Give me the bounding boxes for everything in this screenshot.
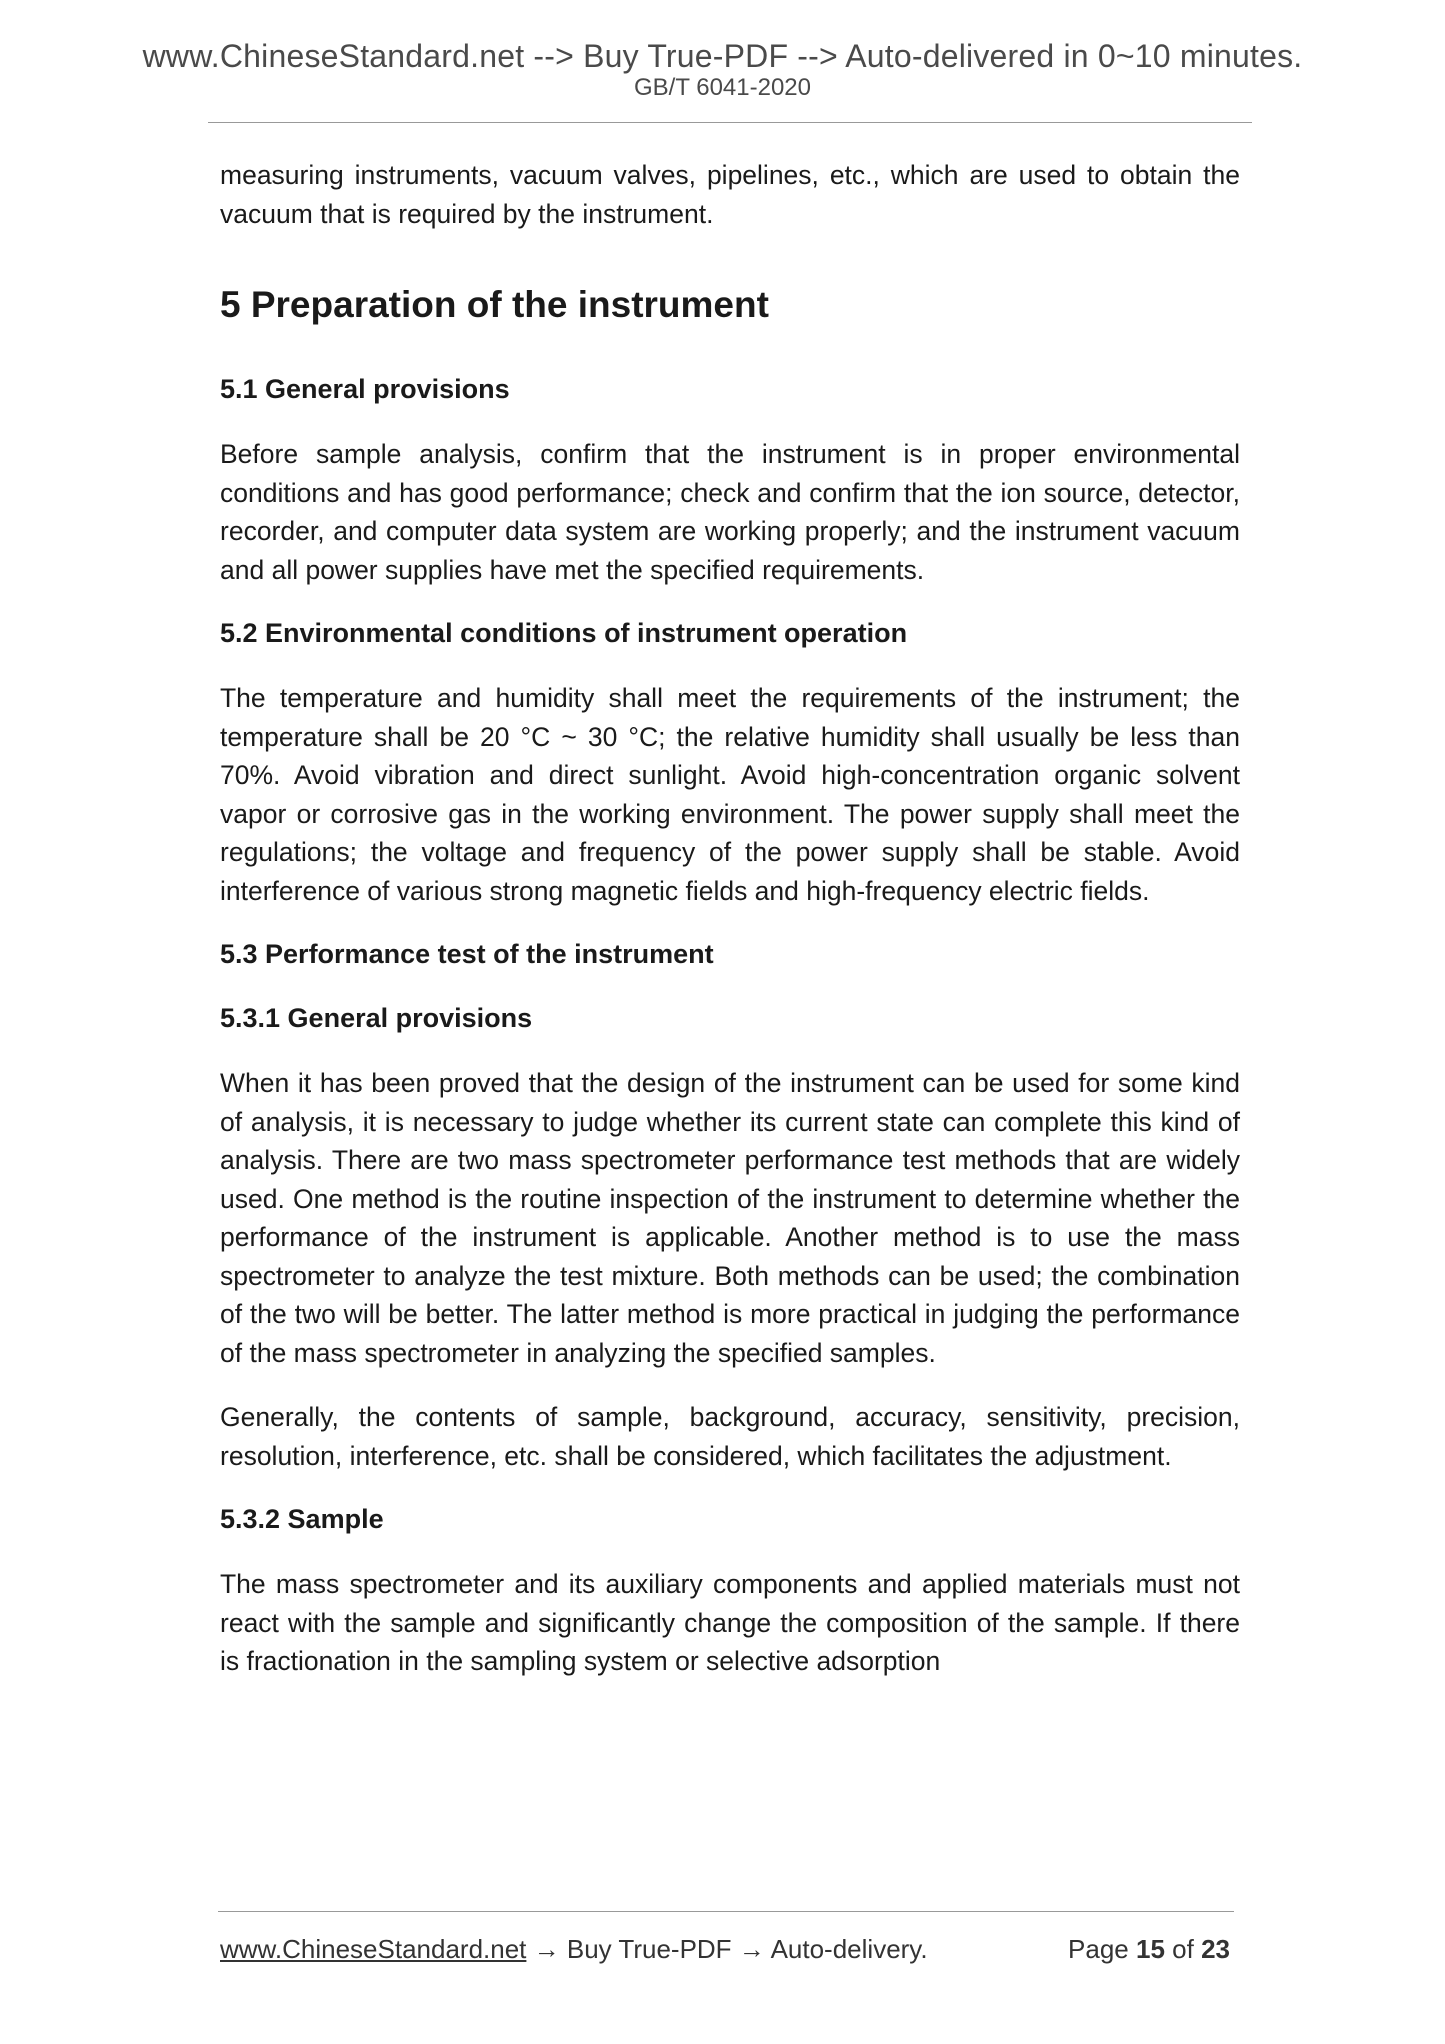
- footer-divider: [218, 1911, 1234, 1912]
- page-total: 23: [1201, 1934, 1230, 1964]
- intro-paragraph: measuring instruments, vacuum valves, pipelines, etc., which are used to obtain the vacuum that is required by the instrument.: [220, 160, 1240, 229]
- page-of: of: [1172, 1934, 1194, 1964]
- footer-site-link[interactable]: www.ChineseStandard.net: [220, 1934, 527, 1964]
- section-5-3-2-heading: 5.3.2 Sample: [220, 1504, 384, 1534]
- top-banner: www.ChineseStandard.net --> Buy True-PDF --> Auto-delivered in 0~10 minutes.: [142, 38, 1303, 74]
- page-label: Page: [1068, 1934, 1129, 1964]
- document-code: GB/T 6041-2020: [633, 74, 811, 101]
- section-5-1-heading: 5.1 General provisions: [220, 374, 510, 404]
- page-footer: [220, 1934, 1230, 1965]
- section-5-3-1-paragraph-b: Generally, the contents of sample, background, accuracy, sensitivity, precision, resolution, interference, etc. shall be considered, which facilitates the adjustment.: [220, 1402, 1240, 1471]
- footer-tagline: → Buy True-PDF → Auto-delivery.: [526, 1934, 928, 1964]
- section-5-3-heading: 5.3 Performance test of the instrument: [220, 939, 714, 969]
- section-5-heading: 5 Preparation of the instrument: [220, 284, 769, 325]
- section-5-3-1-paragraph-a: When it has been proved that the design of the instrument can be used for some kind of analysis, it is necessary to judge whether its current state can complete this kind of analysis. There are two mass spectrometer performance test methods that are widely used. One method is the routine inspection of the instrument to determine whether the performance of the instrument is applicable. Another method is to use the mass spectrometer to analyze the test mixture. Both methods can be used; the combination of the two will be better. The latter method is more practical in judging the performance of the mass spectrometer in analyzing the specified samples.: [220, 1068, 1240, 1368]
- header-divider: [208, 122, 1252, 123]
- page-indicator: [1068, 1934, 1230, 1965]
- section-5-1-paragraph: Before sample analysis, confirm that the instrument is in proper environmental conditions and has good performance; check and confirm that the ion source, detector, recorder, and computer data system are working properly; and the instrument vacuum and all power supplies have met the specified requirements.: [220, 439, 1240, 585]
- section-5-2-paragraph: The temperature and humidity shall meet the requirements of the instrument; the temperature shall be 20 °C ~ 30 °C; the relative humidity shall usually be less than 70%. Avoid vibration and direct sunlight. Avoid high-concentration organic solvent vapor or corrosive gas in the working environment. The power supply shall meet the regulations; the voltage and frequency of the power supply shall be stable. Avoid interference of various strong magnetic fields and high-frequency electric fields.: [220, 683, 1240, 906]
- page-current: 15: [1136, 1934, 1165, 1964]
- page-content: [220, 156, 1240, 1707]
- section-5-2-heading: 5.2 Environmental conditions of instrument operation: [220, 618, 908, 648]
- section-5-3-2-paragraph: The mass spectrometer and its auxiliary components and applied materials must not react with the sample and significantly change the composition of the sample. If there is fractionation in the sampling system or selective adsorption: [220, 1569, 1240, 1676]
- section-5-3-1-heading: 5.3.1 General provisions: [220, 1003, 533, 1033]
